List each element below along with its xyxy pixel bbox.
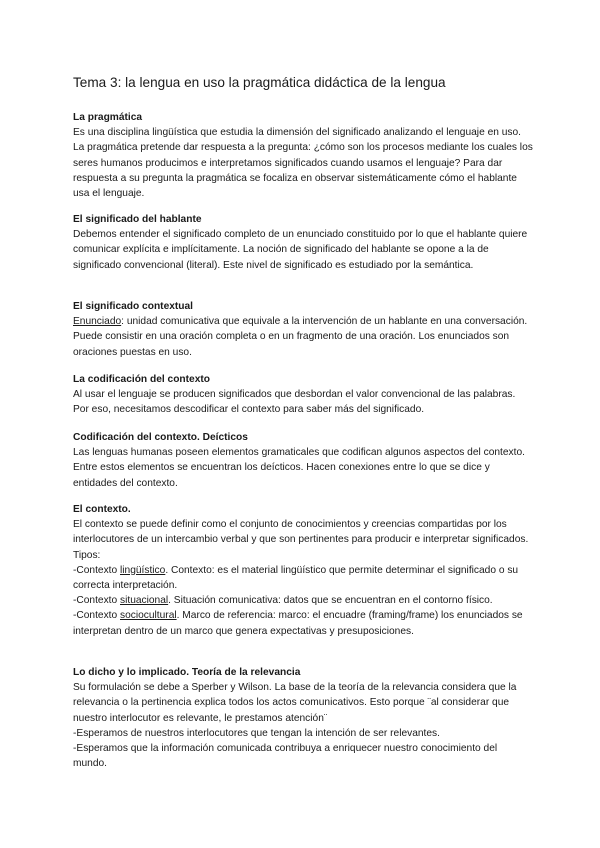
list-item: -Esperamos de nuestros interlocutores que tengan la intención de ser relevantes. bbox=[73, 727, 440, 739]
section-paragraph: Al usar el lenguaje se producen significados que desbordan el valor convencional de las palabras. Por eso, necesitamos descodificar el contexto para saber más del significado. bbox=[73, 389, 516, 416]
section-significado-hablante bbox=[73, 212, 533, 273]
section-heading: Codificación del contexto. Deícticos bbox=[73, 432, 248, 443]
section-paragraph: El contexto se puede definir como el conjunto de conocimientos y creencias compartidas por los interlocutores de un intercambio verbal y que son pertinentes para producir e interpretar significados. Tipos: bbox=[73, 519, 529, 561]
section-contexto bbox=[73, 502, 533, 639]
section-heading: La pragmática bbox=[73, 112, 143, 123]
list-item: -Esperamos que la información comunicada contribuya a enriquecer nuestro conocimiento del mundo. bbox=[73, 743, 498, 770]
section-heading: El contexto. bbox=[73, 504, 131, 515]
section-pragmatica bbox=[73, 110, 533, 201]
term-linguistico: lingüístico bbox=[120, 564, 166, 576]
section-significado-contextual bbox=[73, 299, 533, 360]
section-paragraph bbox=[73, 314, 533, 360]
item-prefix: -Contexto bbox=[73, 564, 120, 576]
list-item bbox=[73, 593, 533, 608]
term-enunciado: Enunciado bbox=[73, 316, 122, 328]
item-prefix: -Contexto bbox=[73, 610, 120, 622]
item-text: . Situación comunicativa: datos que se encuentran en el contorno físico. bbox=[168, 595, 493, 607]
page-title: Tema 3: la lengua en uso la pragmática didáctica de la lengua bbox=[73, 75, 446, 90]
item-prefix: -Contexto bbox=[73, 595, 120, 607]
section-paragraph: Debemos entender el significado completo de un enunciado constituido por lo que el hablante quiere comunicar explícita e implícitamente. La noción de significado del hablante se opone a la de significado convencional (literal). Este nivel de significado es estudiado por la semántica. bbox=[73, 229, 528, 271]
section-codificacion-contexto bbox=[73, 372, 533, 418]
definition-text: : unidad comunicativa que equivale a la intervención de un hablante en una conversación. Puede consistir en una oración completa o en un fragmento de una oración. Los enunciados son oraciones puestas en uso. bbox=[73, 316, 528, 358]
section-heading: La codificación del contexto bbox=[73, 374, 210, 385]
section-paragraph: Es una disciplina lingüística que estudia la dimensión del significado analizando el lenguaje en uso. La pragmática pretende dar respuesta a la pregunta: ¿cómo son los procesos mediante los cuales los seres humanos producimos e interpretamos significados cuando usamos el lenguaje? Para dar respuesta a su pregunta la pragmática se focaliza en observar sistemáticamente cómo el hablante usa el lenguaje. bbox=[73, 127, 533, 200]
section-paragraph: Su formulación se debe a Sperber y Wilson. La base de la teoría de la relevancia considera que la relevancia o la pertinencia explica todos los actos comunicativos. Esto porque ¨al considerar que nuestro interlocutor es relevante, le prestamos atención¨ bbox=[73, 682, 517, 724]
section-teoria-relevancia bbox=[73, 665, 533, 771]
term-situacional: situacional bbox=[120, 595, 169, 607]
item-text: . Marco de referencia: marco: el encuadre (framing/frame) los enunciados se interpretan dentro de un marco que genera expectativas y presuposiciones. bbox=[73, 610, 523, 637]
section-heading: El significado contextual bbox=[73, 301, 194, 312]
section-heading: Lo dicho y lo implicado. Teoría de la relevancia bbox=[73, 667, 301, 678]
section-deicticos bbox=[73, 430, 533, 491]
list-item bbox=[73, 563, 533, 593]
section-paragraph: Las lenguas humanas poseen elementos gramaticales que codifican algunos aspectos del contexto. Entre estos elementos se encuentran los deícticos. Hacen conexiones entre lo que se dice y entidades del contexto. bbox=[73, 447, 525, 489]
term-sociocultural: sociocultural bbox=[120, 610, 177, 622]
list-item bbox=[73, 608, 533, 638]
item-text: . Contexto: es el material lingüístico que permite determinar el significado o su correcta interpretación. bbox=[73, 564, 519, 592]
section-heading: El significado del hablante bbox=[73, 214, 202, 225]
